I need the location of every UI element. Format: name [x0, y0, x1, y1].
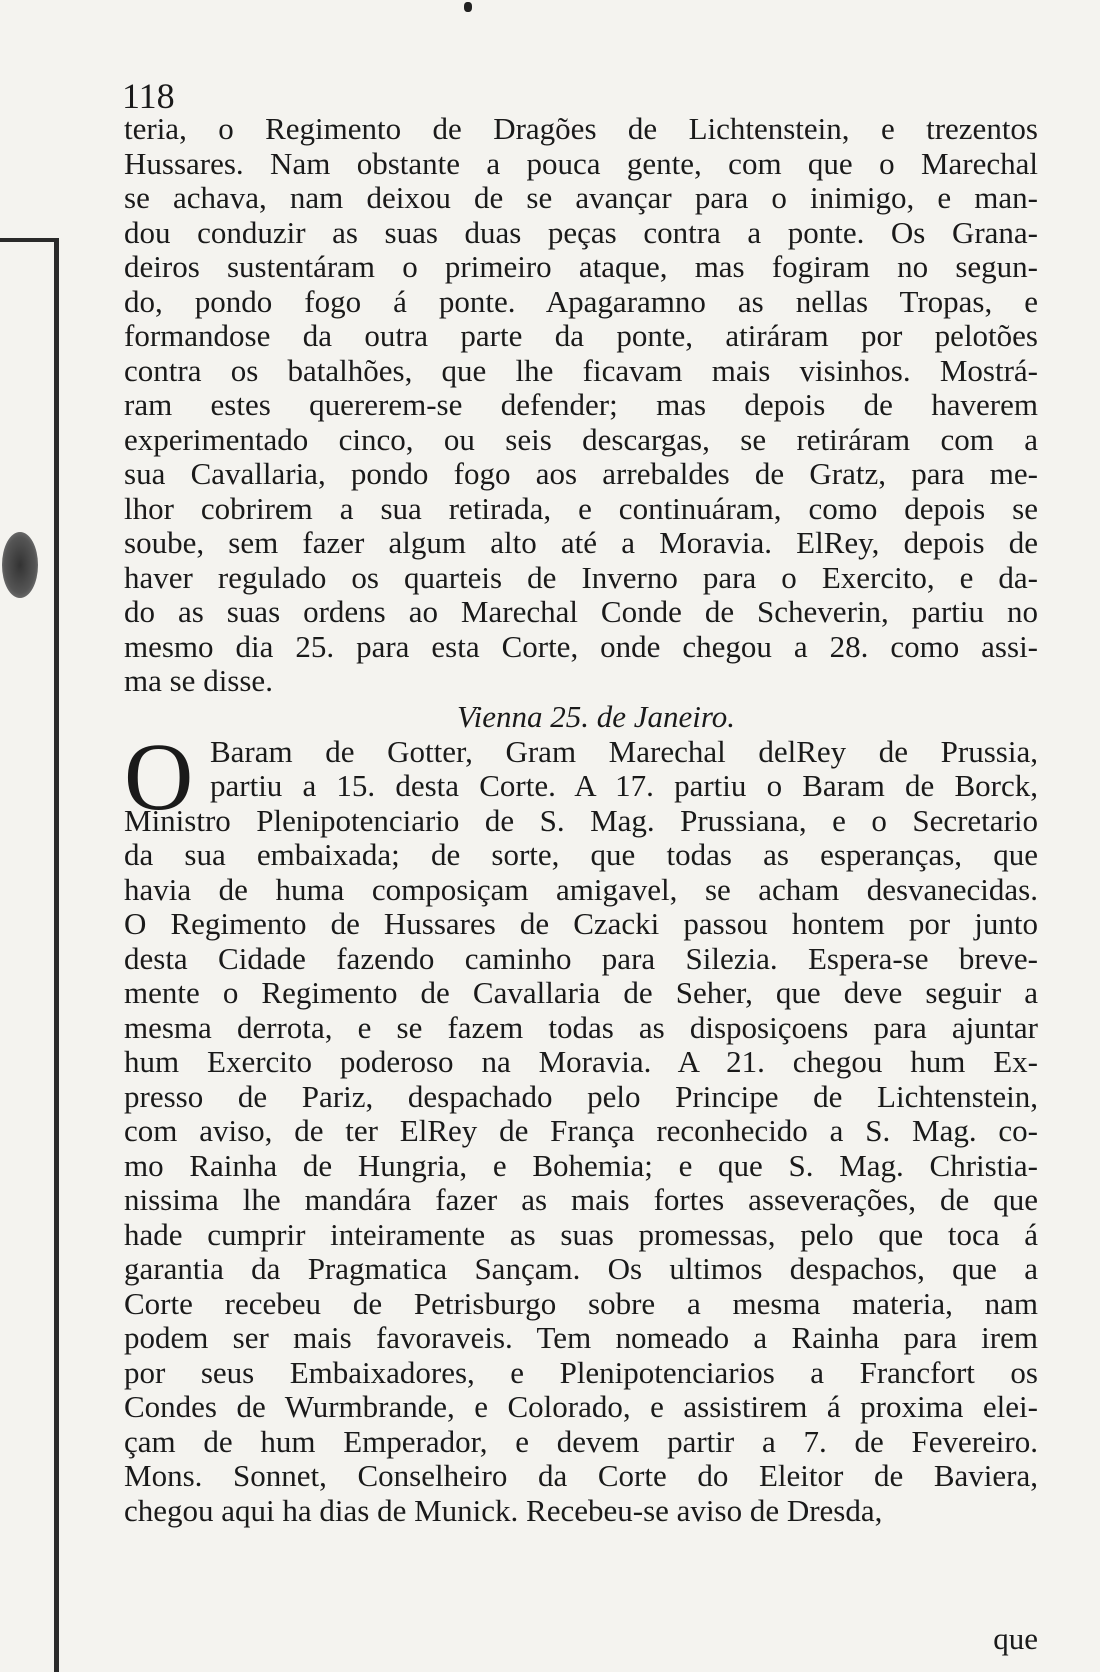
text-line: experimentado cinco, ou seis descargas, se retiráram com a: [124, 422, 1038, 457]
text-line: Hussares. Nam obstante a pouca gente, com que o Marechal: [124, 146, 1038, 181]
text-line: Corte recebeu de Petrisburgo sobre a mesma materia, nam: [124, 1286, 1038, 1321]
text-line: ma se disse.: [124, 664, 273, 698]
text-line: O Regimento de Hussares de Czacki passou hontem por junto: [124, 907, 1038, 941]
text-line: hum Exercito poderoso na Moravia. A 21. chegou hum Ex-: [124, 1045, 1038, 1079]
text-line: havia de huma composiçam amigavel, se acham desvanecidas.: [124, 872, 1038, 907]
ink-blot: [2, 532, 38, 598]
text-line: dou conduzir as suas duas peças contra a ponte. Os Grana-: [124, 215, 1038, 250]
text-line: ram estes quererem-se defender; mas depois de haverem: [124, 388, 1038, 422]
text-line: mesmo dia 25. para esta Corte, onde chegou a 28. como assi-: [124, 629, 1038, 664]
text-line: mente o Regimento de Cavallaria de Seher, que deve seguir a: [124, 976, 1038, 1010]
text-line: garantia da Pragmatica Sançam. Os ultimos despachos, que a: [124, 1252, 1038, 1286]
text-line: nissima lhe mandára fazer as mais fortes asseverações, de que: [124, 1183, 1038, 1217]
text-line: partiu a 15. desta Corte. A 17. partiu o Baram de Borck,: [210, 769, 1038, 803]
text-line: Mons. Sonnet, Conselheiro da Corte do Eleitor de Baviera,: [124, 1459, 1038, 1493]
text-line: hade cumprir inteiramente as suas promessas, pelo que toca á: [124, 1217, 1038, 1252]
text-line: contra os batalhões, que lhe ficavam mais visinhos. Mostrá-: [124, 353, 1038, 388]
text-line: formandose da outra parte da ponte, atiráram por pelotões: [124, 319, 1038, 353]
page-edge-border: [0, 238, 59, 1672]
text-line: çam de hum Emperador, e devem partir a 7. de Fevereiro.: [124, 1424, 1038, 1459]
text-line: mo Rainha de Hungria, e Bohemia; e que S. Mag. Christia-: [124, 1148, 1038, 1183]
text-line: haver regulado os quarteis de Inverno para o Exercito, e da-: [124, 560, 1038, 595]
page-number: 118: [122, 76, 175, 116]
text-line: lhor cobrirem a sua retirada, e continuáram, como depois se: [124, 491, 1038, 526]
text-line: se achava, nam deixou de se avançar para o inimigo, e man-: [124, 181, 1038, 215]
text-line: da sua embaixada; de sorte, que todas as esperanças, que: [124, 838, 1038, 872]
text-line: presso de Pariz, despachado pelo Principe de Lichtenstein,: [124, 1079, 1038, 1114]
text-line: Ministro Plenipotenciario de S. Mag. Prussiana, e o Secretario: [124, 803, 1038, 838]
text-line: soube, sem fazer algum alto até a Moravia. ElRey, depois de: [124, 526, 1038, 560]
dateline-heading: Vienna 25. de Janeiro.: [456, 698, 736, 734]
catchword: que: [993, 1621, 1038, 1656]
text-line: desta Cidade fazendo caminho para Silezia. Espera-se breve-: [124, 941, 1038, 976]
text-column: [124, 112, 1038, 1528]
text-line: sua Cavallaria, pondo fogo aos arrebaldes de Gratz, para me-: [124, 457, 1038, 491]
text-line: teria, o Regimento de Dragões de Lichtenstein, e trezentos: [124, 112, 1038, 146]
text-line: deiros sustentáram o primeiro ataque, mas fogiram no segun-: [124, 250, 1038, 284]
paragraph-1: [124, 112, 1038, 699]
text-line: por seus Embaixadores, e Plenipotenciarios a Francfort os: [124, 1355, 1038, 1390]
paragraph-2-wrap: [124, 722, 1038, 1529]
drop-cap: O: [124, 722, 194, 830]
text-line: podem ser mais favoraveis. Tem nomeado a Rainha para irem: [124, 1321, 1038, 1355]
text-line: do as suas ordens ao Marechal Conde de Scheverin, partiu no: [124, 595, 1038, 629]
text-line: chegou aqui ha dias de Munick. Recebeu-se aviso de Dresda,: [124, 1493, 883, 1528]
paragraph-2: [124, 722, 1038, 1529]
text-line: Baram de Gotter, Gram Marechal delRey de Prussia,: [210, 734, 1038, 769]
text-line: Condes de Wurmbrande, e Colorado, e assistirem á proxima elei-: [124, 1390, 1038, 1424]
ink-mark: [464, 2, 472, 12]
text-line: do, pondo fogo á ponte. Apagaramno as nellas Tropas, e: [124, 284, 1038, 319]
text-line: com aviso, de ter ElRey de França reconhecido a S. Mag. co-: [124, 1114, 1038, 1148]
text-line: mesma derrota, e se fazem todas as disposiçoens para ajuntar: [124, 1010, 1038, 1045]
